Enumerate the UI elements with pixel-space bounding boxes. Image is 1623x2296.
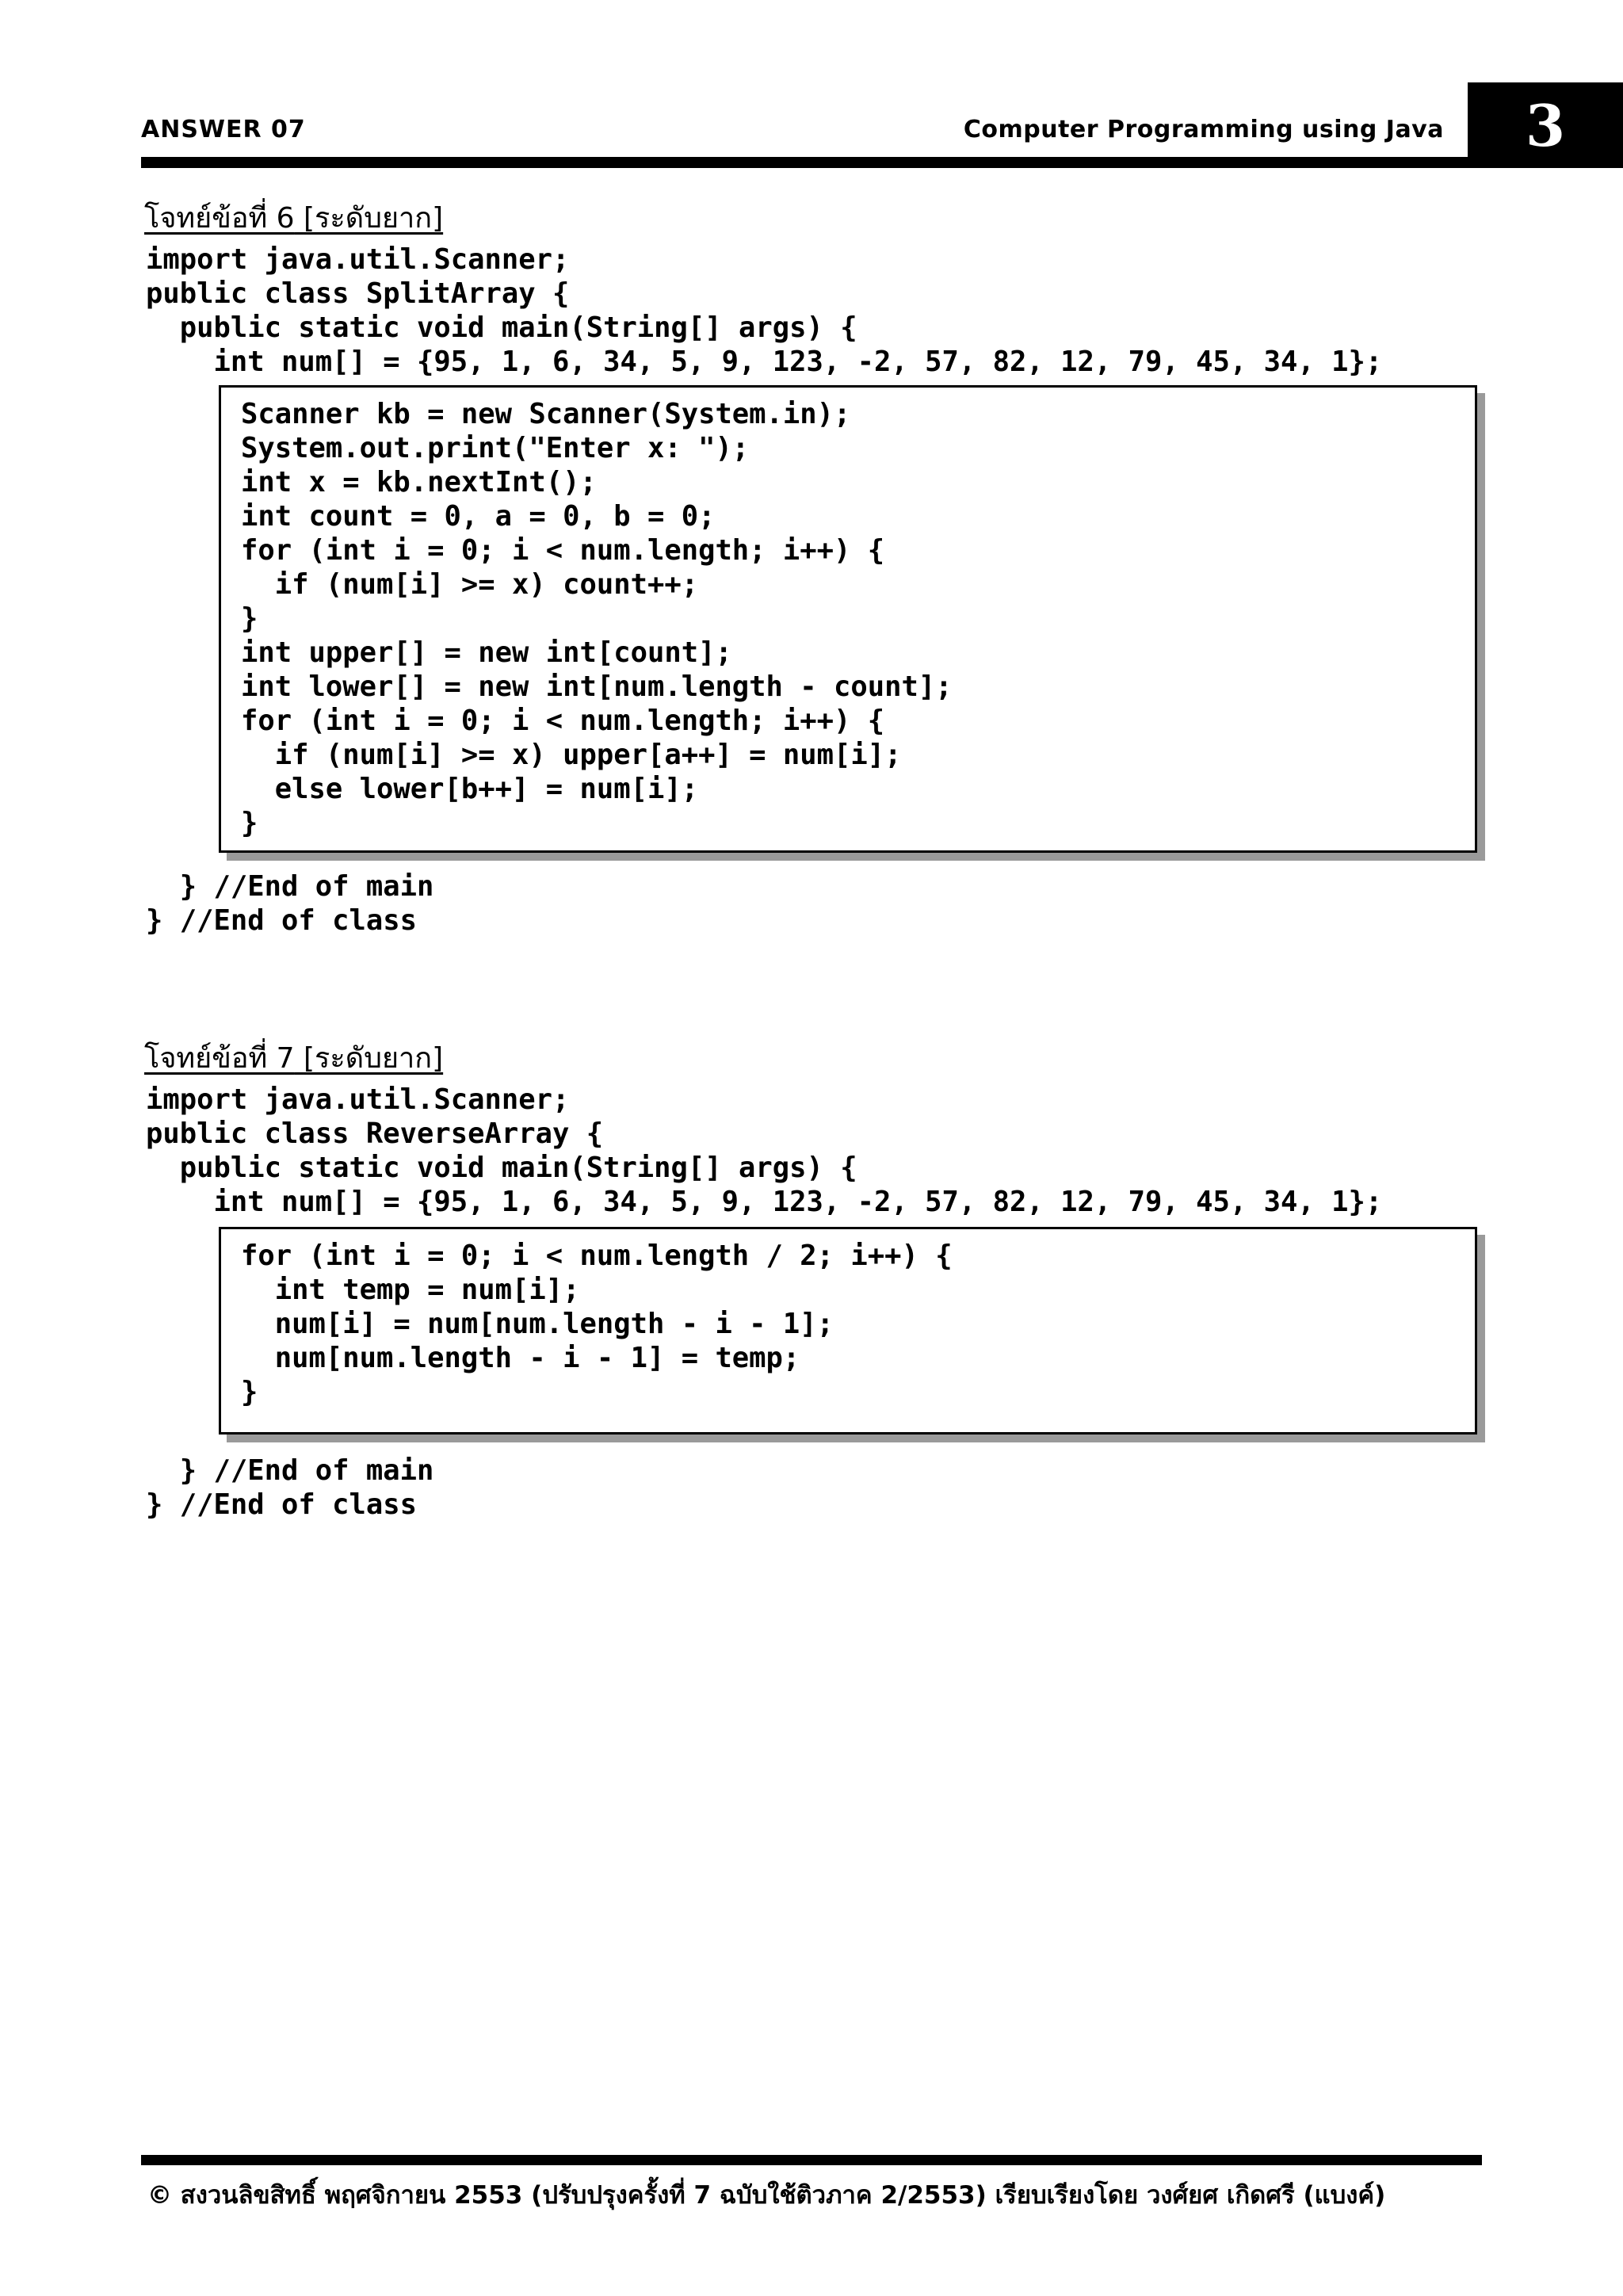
code-line: public static void main(String[] args) { bbox=[146, 311, 857, 344]
exercise-6-level: [ระดับยาก] bbox=[304, 202, 444, 235]
footer-divider bbox=[141, 2155, 1482, 2165]
code-line: int x = kb.nextInt(); bbox=[241, 466, 597, 499]
header-divider bbox=[141, 157, 1623, 168]
exercise-7-heading bbox=[144, 1035, 443, 1080]
code-line: } bbox=[241, 807, 258, 839]
code-line: int upper[] = new int[count]; bbox=[241, 636, 732, 669]
code-line: } //End of main bbox=[146, 870, 434, 903]
code-line: if (num[i] >= x) upper[a++] = num[i]; bbox=[241, 739, 902, 771]
exercise-7-code-footer bbox=[146, 1454, 433, 1522]
code-line: int count = 0, a = 0, b = 0; bbox=[241, 500, 716, 533]
exercise-6-heading bbox=[144, 195, 443, 240]
code-line: for (int i = 0; i < num.length; i++) { bbox=[241, 705, 885, 737]
code-line: for (int i = 0; i < num.length; i++) { bbox=[241, 534, 885, 567]
code-line: Scanner kb = new Scanner(System.in); bbox=[241, 398, 851, 430]
code-line: public class SplitArray { bbox=[146, 277, 570, 310]
code-line: for (int i = 0; i < num.length / 2; i++) { bbox=[241, 1240, 953, 1272]
code-line: else lower[b++] = num[i]; bbox=[241, 773, 699, 805]
exercise-7-title: โจทย์ข้อที่ 7 bbox=[144, 1042, 295, 1075]
header-chapter-label: ANSWER 07 bbox=[141, 116, 306, 143]
code-line: public static void main(String[] args) { bbox=[146, 1152, 857, 1184]
code-line: public class ReverseArray { bbox=[146, 1117, 604, 1150]
exercise-7-code-header bbox=[146, 1083, 1382, 1219]
exercise-7-level: [ระดับยาก] bbox=[304, 1042, 444, 1075]
code-line: System.out.print("Enter x: "); bbox=[241, 432, 750, 464]
code-line: int lower[] = new int[num.length - count]; bbox=[241, 670, 953, 703]
code-line: } //End of main bbox=[146, 1454, 434, 1487]
code-line: import java.util.Scanner; bbox=[146, 1083, 570, 1116]
exercise-7-answer-code bbox=[241, 1239, 953, 1409]
code-line: num[i] = num[num.length - i - 1]; bbox=[241, 1308, 834, 1340]
code-line: if (num[i] >= x) count++; bbox=[241, 568, 699, 601]
exercise-6-code-footer bbox=[146, 869, 433, 938]
code-line: } //End of class bbox=[146, 1488, 417, 1521]
header-course-title: Computer Programming using Java bbox=[963, 116, 1444, 143]
code-line: } //End of class bbox=[146, 904, 417, 937]
page-number-badge bbox=[1468, 82, 1623, 168]
copyright-footer: © สงวนลิขสิทธิ์ พฤศจิกายน 2553 (ปรับปรุงครั้งที่ 7 ฉบับใช้ติวภาค 2/2553) เรียบเรียงโดย วงศ์ยศ เกิดศรี (แบงค์) bbox=[147, 2181, 1386, 2210]
page-number: 3 bbox=[1525, 91, 1566, 159]
exercise-6-answer-box bbox=[219, 385, 1477, 853]
code-line: } bbox=[241, 1376, 258, 1408]
exercise-6-code-header bbox=[146, 243, 1382, 379]
code-line: int num[] = {95, 1, 6, 34, 5, 9, 123, -2, 57, 82, 12, 79, 45, 34, 1}; bbox=[146, 1186, 1383, 1218]
code-line: import java.util.Scanner; bbox=[146, 243, 570, 276]
code-line: } bbox=[241, 602, 258, 635]
code-line: int temp = num[i]; bbox=[241, 1274, 580, 1306]
exercise-7-answer-box bbox=[219, 1227, 1477, 1435]
exercise-6-answer-code bbox=[241, 397, 953, 840]
code-line: int num[] = {95, 1, 6, 34, 5, 9, 123, -2, 57, 82, 12, 79, 45, 34, 1}; bbox=[146, 346, 1383, 378]
code-line: num[num.length - i - 1] = temp; bbox=[241, 1342, 800, 1374]
exercise-6-title: โจทย์ข้อที่ 6 bbox=[144, 202, 295, 235]
